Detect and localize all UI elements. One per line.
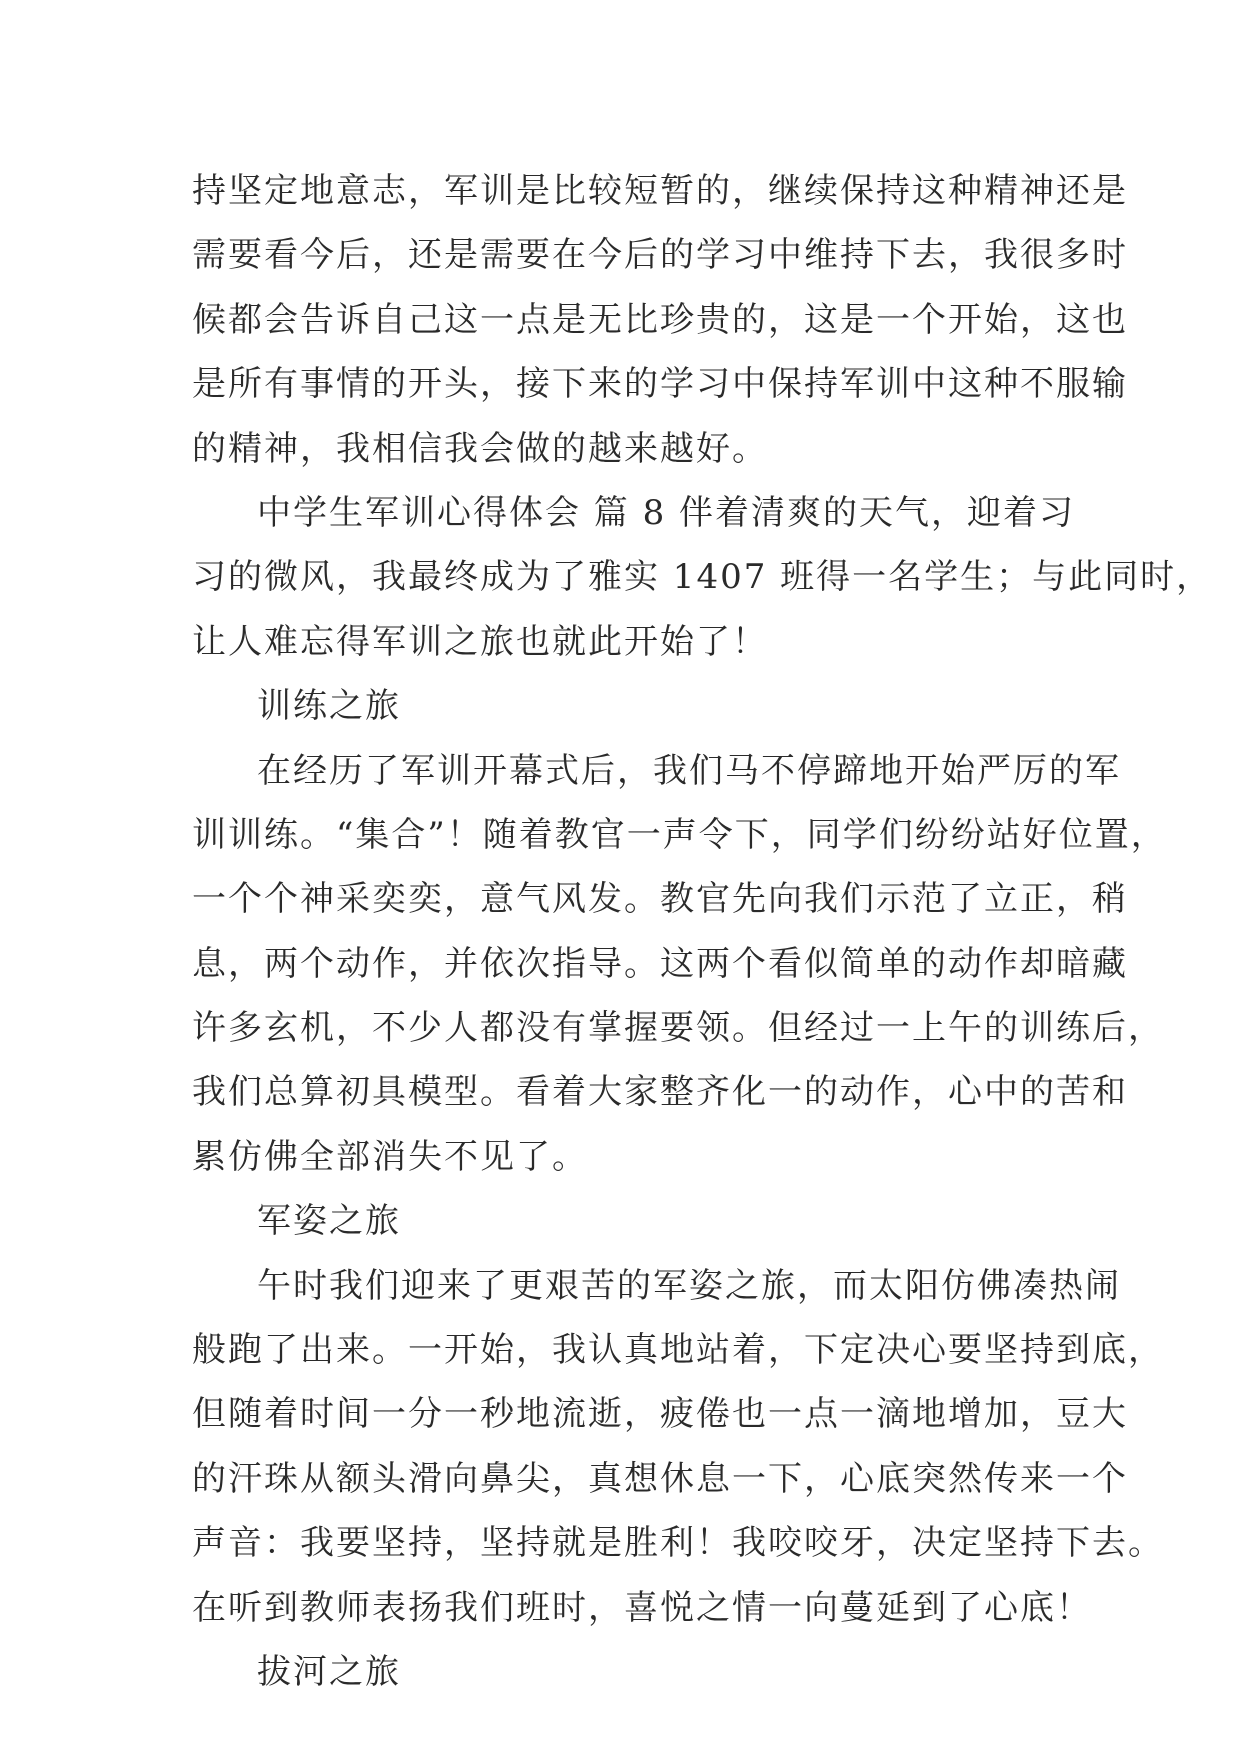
text-line: 训训练。“集合”！随着教官一声令下，同学们纷纷站好位置， bbox=[192, 814, 1167, 855]
text-line: 但随着时间一分一秒地流逝，疲倦也一点一滴地增加，豆大 bbox=[192, 1394, 1128, 1435]
text-line: 息，两个动作，并依次指导。这两个看似简单的动作却暗藏 bbox=[192, 943, 1128, 984]
subheading-tug-of-war: 拔河之旅 bbox=[257, 1651, 401, 1692]
text-line: 声音：我要坚持，坚持就是胜利！我咬咬牙，决定坚持下去。 bbox=[192, 1523, 1164, 1564]
text-line: 需要看今后，还是需要在今后的学习中维持下去，我很多时 bbox=[192, 235, 1128, 276]
text-line: 累仿佛全部消失不见了。 bbox=[192, 1136, 588, 1177]
subheading-posture: 军姿之旅 bbox=[257, 1201, 401, 1242]
text-line: 许多玄机，不少人都没有掌握要领。但经过一上午的训练后， bbox=[192, 1008, 1164, 1049]
text-line: 般跑了出来。一开始，我认真地站着，下定决心要坚持到底， bbox=[192, 1330, 1164, 1371]
text-line: 习的微风，我最终成为了雅实 1407 班得一名学生；与此同时， bbox=[192, 557, 1213, 598]
text-line: 在听到教师表扬我们班时，喜悦之情一向蔓延到了心底！ bbox=[192, 1587, 1092, 1628]
text-line: 候都会告诉自己这一点是无比珍贵的，这是一个开始，这也 bbox=[192, 299, 1128, 340]
text-line: 午时我们迎来了更艰苦的军姿之旅，而太阳仿佛凑热闹 bbox=[257, 1265, 1121, 1306]
text-line: 的汗珠从额头滑向鼻尖，真想休息一下，心底突然传来一个 bbox=[192, 1458, 1128, 1499]
subheading-training: 训练之旅 bbox=[257, 686, 401, 727]
text-line: 一个个神采奕奕，意气风发。教官先向我们示范了立正，稍 bbox=[192, 879, 1128, 920]
text-line: 我们总算初具模型。看着大家整齐化一的动作，心中的苦和 bbox=[192, 1072, 1128, 1113]
text-line: 在经历了军训开幕式后，我们马不停蹄地开始严厉的军 bbox=[257, 750, 1121, 791]
section-title-line: 中学生军训心得体会 篇 8 伴着清爽的天气，迎着习 bbox=[257, 492, 1076, 533]
text-line: 让人难忘得军训之旅也就此开始了！ bbox=[192, 621, 768, 662]
text-line: 的精神，我相信我会做的越来越好。 bbox=[192, 428, 768, 469]
text-line: 是所有事情的开头，接下来的学习中保持军训中这种不服输 bbox=[192, 364, 1128, 405]
document-body bbox=[192, 159, 1213, 1704]
text-line: 持坚定地意志，军训是比较短暂的，继续保持这种精神还是 bbox=[192, 171, 1128, 211]
